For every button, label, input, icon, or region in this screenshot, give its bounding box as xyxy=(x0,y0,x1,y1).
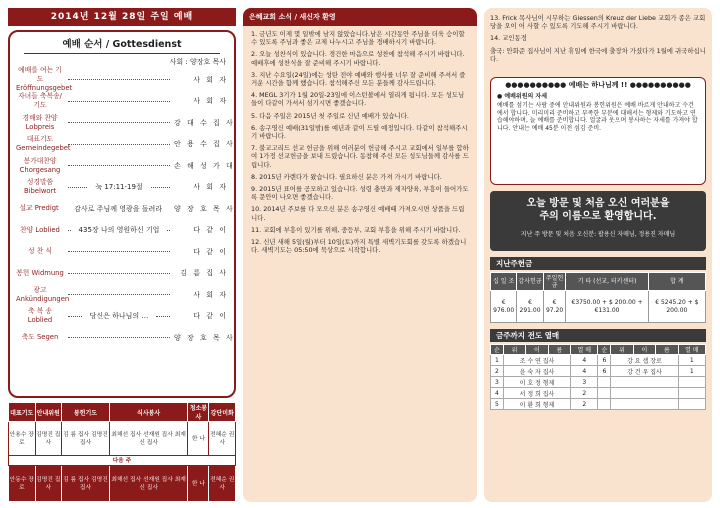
order-rows xyxy=(16,66,235,349)
offering-value: € 5245.20 + $ 200.00 xyxy=(648,291,705,323)
dot-leader xyxy=(68,187,87,188)
news-item: 5. 다음 주일은 2015년 첫 주일로 신년 예배가 있습니다. xyxy=(251,111,409,120)
order-person: 다 같 이 xyxy=(193,312,228,321)
evangelism-header: 름 xyxy=(548,345,570,355)
order-content xyxy=(62,204,174,214)
order-row xyxy=(16,306,228,328)
order-row xyxy=(16,284,228,306)
service-cell: 안용수 장로 xyxy=(9,422,36,456)
order-content xyxy=(64,144,174,145)
order-content xyxy=(64,79,174,80)
evangelism-cell xyxy=(611,388,678,399)
welcome-line2: 주의 이름으로 환영합니다. xyxy=(539,211,657,223)
order-content xyxy=(64,122,174,123)
order-row xyxy=(16,112,235,134)
order-person: 손 해 성 가 대 xyxy=(174,161,235,170)
evangelism-cell: 1 xyxy=(678,355,705,366)
evangelism-cell: 윤 숙 자 집사 xyxy=(503,366,570,377)
order-content xyxy=(64,251,174,252)
order-content xyxy=(64,101,174,102)
order-person: 사 회 자 xyxy=(193,183,228,192)
evangelism-row xyxy=(491,366,706,377)
order-label: 설교 Predigt xyxy=(19,204,59,213)
welcome-box xyxy=(490,191,706,251)
service-header: 대표기도 xyxy=(9,403,36,422)
order-content xyxy=(64,311,174,321)
order-row xyxy=(16,220,228,242)
news-item: 7. 불교고리드 선교 헌금을 위해 여러분이 헌금해 주시고 교회에서 일부를 합하여 1가정 선교헌금을 보내 드렸습니다. 동참해 주신 모든 성도님들께 감사를 드립니다. xyxy=(251,144,469,169)
order-label: 축도 Segen xyxy=(21,333,59,342)
offering-header: 감사헌금 xyxy=(517,273,543,291)
order-person: 다 같 이 xyxy=(193,247,228,256)
order-content xyxy=(64,273,174,274)
evangelism-header: 름 xyxy=(656,345,678,355)
order-value: 감사로 주님께 영광을 돌려라 xyxy=(74,204,162,213)
evangelism-cell: 6 xyxy=(598,366,611,377)
service-table xyxy=(8,402,236,502)
evangelism-cell: 2 xyxy=(571,399,598,410)
service-header: 청소봉사 xyxy=(188,403,209,422)
order-value: 435장 나의 영원하신 기업 xyxy=(78,226,160,235)
offering-value: € 976.00 xyxy=(491,291,517,323)
dot-leader xyxy=(68,294,170,295)
worship-subtitle: ● 예배위원의 자세 xyxy=(497,92,547,100)
dot-leader xyxy=(167,230,170,231)
news-item: 11. 교회에 부흥이 있기를 위해, 중등부, 교회 부흥을 위해 주시기 바랍니다. xyxy=(251,225,461,234)
service-cell: 한 나 xyxy=(188,422,209,456)
evangelism-header: 순 xyxy=(598,345,611,355)
news-item: 출국: 안화준 집사님이 지난 휴일에 한국에 출장차 가셨다가 1월에 귀국하십니다. xyxy=(490,46,706,63)
evangelism-cell: 조 수 연 집사 xyxy=(503,355,570,366)
evangelism-cell xyxy=(598,399,611,410)
evangelism-title: 금주까지 전도 열매 xyxy=(490,329,706,342)
evangelism-cell: 이 호 정 형제 xyxy=(503,377,570,388)
offering-header: 합 계 xyxy=(648,273,705,291)
evangelism-header: 순 xyxy=(491,345,504,355)
order-label: 경배와 찬양 Lobpreis xyxy=(22,113,58,131)
evangelism-cell: 3 xyxy=(491,377,504,388)
service-cell-next: 한 나 xyxy=(188,466,209,502)
order-row xyxy=(16,134,235,156)
evangelism-cell xyxy=(678,388,705,399)
evangelism-cell: 3 xyxy=(571,377,598,388)
evangelism-header: 이 xyxy=(526,345,548,355)
welcome-line1: 오늘 방문 및 처음 오신 여러분을 xyxy=(526,198,670,210)
order-row xyxy=(16,327,235,349)
order-row xyxy=(16,91,228,113)
evangelism-cell: 5 xyxy=(491,399,504,410)
evangelism-cell: 2 xyxy=(571,388,598,399)
order-row xyxy=(16,241,228,263)
order-row xyxy=(16,155,235,177)
order-label: 봉가대찬양 Chorgesang xyxy=(19,156,61,174)
offering-value: € 291.00 xyxy=(517,291,543,323)
dot-leader xyxy=(68,144,170,145)
evangelism-cell xyxy=(611,399,678,410)
order-of-service-panel xyxy=(8,8,236,502)
order-label: 성 찬 식 xyxy=(27,247,53,256)
order-label: 대표기도 Gemeindegebet xyxy=(16,135,71,153)
service-header: 봉헌기도 xyxy=(62,403,110,422)
offering-header: 십 일 조 xyxy=(491,273,517,291)
evangelism-cell xyxy=(678,399,705,410)
next-week-label: 다음 주 xyxy=(9,456,236,466)
order-label: 봉헌 Widmung xyxy=(16,268,64,277)
service-cell: 김 름 집사 김명진집사 xyxy=(62,422,110,456)
evangelism-cell: 강 요 셉 장로 xyxy=(611,355,678,366)
service-cell-next: 김 름 집사 김명진집사 xyxy=(62,466,110,502)
order-label: 예배를 여는 기도 Eröffnungsgebet xyxy=(16,66,73,93)
service-cell: 최해선 집사 선재원 집사 최재신 집사 xyxy=(109,422,187,456)
order-person: 사 회 자 xyxy=(193,97,228,106)
evangelism-cell xyxy=(611,377,678,388)
order-row xyxy=(16,66,228,93)
preacher: 사회 : 양장호 목사 xyxy=(169,58,226,66)
service-cell-next: 김명진 집사 xyxy=(35,466,62,502)
worship-body: 예배를 섬기는 사람 중에 안내위원과 봉헌위원은 예배 바르게 안내하고 수건에서 합니다. 미리미리 준비하고 부족한 부분에 대해서는 형제와 기도하고 연습해야하며, 늘 예배를 준비합니다. 얼굴과 웃으며 봉사하는 자세를 가져야 합니다. 안내는 예배 45분 이전 섬김 준비. xyxy=(497,102,698,132)
order-label: 자녀들 축복송/기도 xyxy=(18,92,62,110)
order-person: 다 같 이 xyxy=(193,226,228,235)
news-item: 10. 2014년 주보를 다 모으신 분은 송구영신 예배때 가져오시면 상품을 드립니다. xyxy=(251,205,465,222)
order-person: 김 름 집 사 xyxy=(180,269,228,278)
evangelism-row xyxy=(491,377,706,388)
dot-leader xyxy=(68,251,170,252)
evangelism-row xyxy=(491,388,706,399)
service-cell-next: 안동수 장로 xyxy=(9,466,36,502)
order-person: 강 대 수 집 사 xyxy=(174,118,235,127)
worship-title: ●●●●●●●●●● 예배는 하나님께 !! ●●●●●●●●●● xyxy=(505,81,691,90)
offering-table xyxy=(490,272,706,323)
news-item: 3. 지난 수요일(24일)에는 성탄 전야 예배와 행사를 너무 잘 준비해 주셔서 즐거운 시간을 함께 했습니다. 참석해주신 모든 분들께 감사드립니다. xyxy=(251,70,466,88)
offering-title: 지난주헌금 xyxy=(490,257,706,270)
order-label: 광고 Ankündigungen xyxy=(16,285,70,303)
evangelism-cell xyxy=(598,388,611,399)
evangelism-cell: 4 xyxy=(571,355,598,366)
news-item: 14. 교인동정 xyxy=(490,34,527,43)
evangelism-header: 열 매 xyxy=(571,345,598,355)
evangelism-cell: 서 정 희 집사 xyxy=(503,388,570,399)
dot-leader xyxy=(68,273,170,274)
news-item: 13. Frick 목사님이 시무하는 Giessen의 Kreuz der Liebe 교회가 종은 교회당을 오이 어 사할 수 있도록 기도해 주시기 바랍니다. xyxy=(490,14,706,31)
offering-value: €3750.00 + $ 200.00 + €131.00 xyxy=(566,291,648,323)
service-cell-next: 최해선 집사 선재원 집사 최재신 집사 xyxy=(109,466,187,502)
evangelism-header: 열 매 xyxy=(678,345,705,355)
news-item: 9. 2015년 표어를 공모하고 있습니다. 성령 충만과 제자양육, 부흥이 들어가도록 문안이 나오면 좋겠습니다. xyxy=(251,185,469,202)
service-cell-next: 전혜순 권사 xyxy=(209,466,236,502)
evangelism-cell: 4 xyxy=(491,388,504,399)
news-item: 2. 오늘 성찬식이 있습니다. 경건한 마음으로 성찬에 참석해 주시기 바랍니다. 예배후에 성찬식을 잘 준비해 주시기 바랍니다. xyxy=(251,50,465,67)
evangelism-row xyxy=(491,399,706,410)
service-header: 식사봉사 xyxy=(109,403,187,422)
dot-leader xyxy=(68,230,71,231)
order-row xyxy=(16,177,228,199)
order-content xyxy=(64,225,174,235)
news-item: 6. 송구영신 예배(31일밤)를 예년과 같이 드릴 예정입니다. 다같이 참석해주시기 바랍니다. xyxy=(251,123,468,141)
order-person: 안 용 수 집 사 xyxy=(174,140,235,149)
dot-leader xyxy=(68,337,170,338)
order-person: 양 장 호 목 사 xyxy=(174,204,235,213)
dot-leader xyxy=(68,101,170,102)
order-title: 예배 순서 / Gottesdienst xyxy=(24,36,220,54)
evangelism-cell xyxy=(678,377,705,388)
dot-leader xyxy=(68,122,170,123)
order-content xyxy=(64,182,174,192)
evangelism-cell: 6 xyxy=(598,355,611,366)
news-list xyxy=(243,26,477,262)
order-person: 사 회 자 xyxy=(193,75,228,84)
welcome-line3: 지난 주 방문 및 처음 오신분: 팝용신 자매님, 정용진 자매님 xyxy=(520,231,676,239)
evangelism-header: 위 xyxy=(503,345,525,355)
order-content xyxy=(64,165,174,166)
news-item: 12. 신년 새해 5일(월)부터 10일(토)까지 특별 새벽기도회를 갖도록 하겠습니다. 새벽기도는 05:50에 묵상으로 시작합니다. xyxy=(251,238,467,255)
right-panel xyxy=(484,8,712,502)
evangelism-cell: 이 환 희 형제 xyxy=(503,399,570,410)
news-item: 1. 금년도 이제 몇 일밖에 남지 않았습니다.남은 시간동안 주님을 더욱 승이할수 있도록 주님과 좋은 교제 나누시고 주님을 경배하시기 바랍니다. xyxy=(251,30,465,47)
evangelism-row xyxy=(491,355,706,366)
order-value: 눅 17:11-19절 xyxy=(95,183,143,192)
dot-leader xyxy=(68,79,170,80)
news-item: 8. 2015년 카렌다가 왔습니다. 필요하신 분은 가져 가시기 바랍니다. xyxy=(251,172,442,181)
order-value: 당신은 하나님의 … xyxy=(89,312,149,321)
evangelism-table xyxy=(490,344,706,410)
offering-header: 주일헌금 xyxy=(543,273,566,291)
evangelism-header: 이 xyxy=(633,345,655,355)
service-cell: 김명진 집사 xyxy=(35,422,62,456)
evangelism-header: 위 xyxy=(611,345,633,355)
evangelism-cell xyxy=(598,377,611,388)
order-content xyxy=(64,294,174,295)
order-content xyxy=(64,337,174,338)
evangelism-cell: 4 xyxy=(571,366,598,377)
order-person: 사 회 자 xyxy=(193,290,228,299)
evangelism-cell: 강 건 우 집사 xyxy=(611,366,678,377)
dot-leader xyxy=(151,187,170,188)
order-box xyxy=(8,30,236,398)
dot-leader xyxy=(156,316,170,317)
order-label: 성경말씀 Bibelwort xyxy=(23,178,57,196)
date-title: 2014년 12월 28일 주일 예배 xyxy=(8,8,236,26)
order-row xyxy=(16,263,228,285)
evangelism-cell: 1 xyxy=(678,366,705,377)
news-panel xyxy=(243,8,477,502)
dot-leader xyxy=(68,165,170,166)
evangelism-cell: 1 xyxy=(491,355,504,366)
offering-value: € 97.20 xyxy=(543,291,566,323)
order-label: 찬양 Loblied xyxy=(20,225,60,234)
evangelism-cell: 2 xyxy=(491,366,504,377)
order-label: 축 복 송 Loblied xyxy=(27,307,53,325)
news-item: 4. MEGL 3기가 1월 20일-23일에 이스턴볼에서 열리게 됩니다. 모든 성도님들이 다같이 가셔서 섬기시면 좋겠습니다. xyxy=(251,91,465,108)
service-header: 강단미화 xyxy=(209,403,236,422)
offering-header: 기 타 (선교, 터키센터) xyxy=(566,273,648,291)
order-row xyxy=(16,198,235,220)
service-header: 안내위원 xyxy=(35,403,62,422)
worship-box xyxy=(490,77,706,185)
news-title: 은혜교회 소식 / 새신자 환영 xyxy=(243,8,477,26)
service-cell: 전혜순 권사 xyxy=(209,422,236,456)
right-news-list xyxy=(484,8,712,71)
dot-leader xyxy=(68,316,82,317)
order-person: 양 장 호 목 사 xyxy=(174,333,235,342)
